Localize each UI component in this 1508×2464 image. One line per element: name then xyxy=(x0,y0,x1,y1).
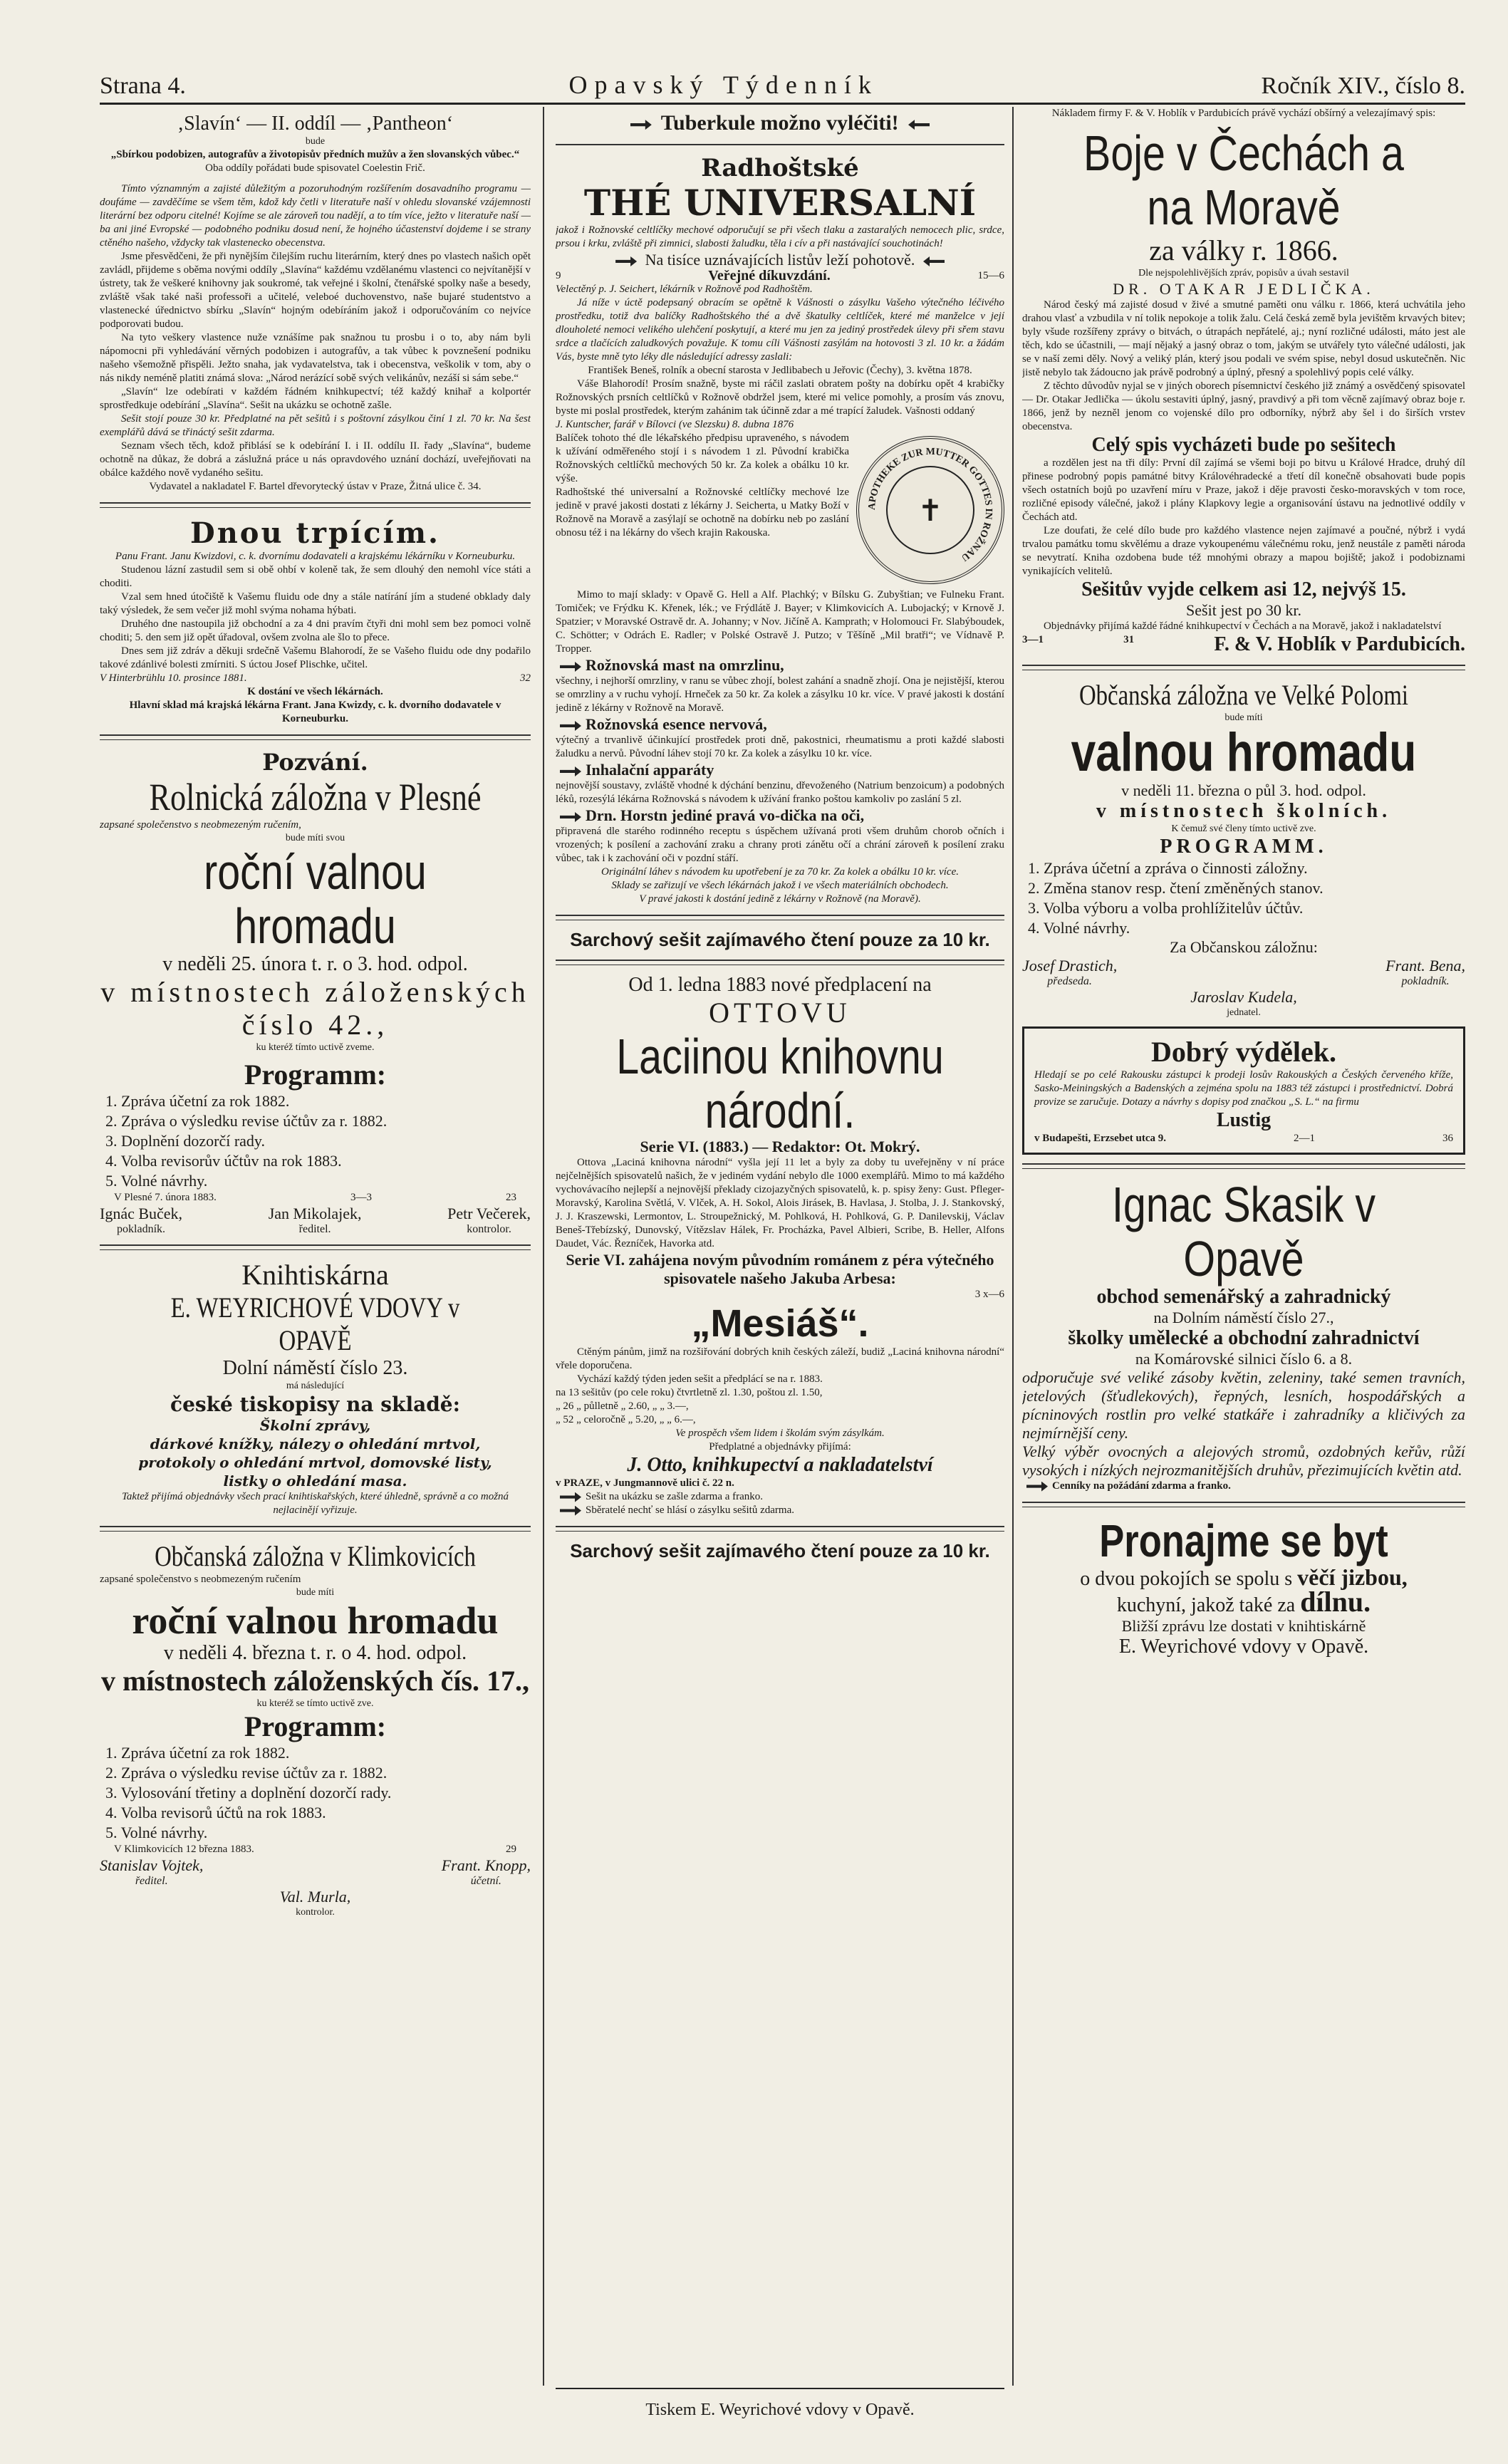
dnou-body-3: Druhého dne nastoupila již obchodní a za 4 dni pravím čtyři dni mohl sem bez pomoci volně choditi; 5. den sem již opět úřadoval, ovšem zvolna ale šlo to přece. xyxy=(100,618,531,643)
pronajme-sub-row xyxy=(1022,1566,1465,1591)
skasik-title-text: Ignac Skasik v Opavě xyxy=(1111,1177,1376,1286)
boje-num-1: 3—1 xyxy=(1022,634,1044,645)
plesna-placedate: V Plesné 7. února 1883. xyxy=(114,1192,217,1203)
list-item: Školní zprávy, xyxy=(259,1417,371,1434)
dnou-number: 32 xyxy=(520,672,531,684)
list-item: 5. Volné návrhy. xyxy=(105,1172,208,1190)
madonna-icon: ✝ xyxy=(886,466,974,554)
divider xyxy=(100,1244,531,1250)
signature xyxy=(100,1856,203,1888)
signature-role: ředitel. xyxy=(135,1875,168,1887)
pointing-hand-icon xyxy=(1026,1482,1048,1492)
skasik-body-2: Velký výběr ovocných a alejových stromů, ozdobných keřův, růží vysokých i nízkých nejrozmanitějších druhův, přezimujících květin atd. xyxy=(1022,1442,1465,1479)
list-item: 3. Volba výboru a volba prohlížitelův účtův. xyxy=(1028,899,1304,917)
pronajme-sub: o dvou pokojích se spolu s xyxy=(1080,1568,1293,1590)
dnou-foot-2: Hlavní sklad má krajská lékárna Frant. Jana Kwizdy, c. k. dvorního dodavatele v Korneuburku. xyxy=(129,700,501,724)
list-item: protokoly o ohledání mrtvol, domovské listy, xyxy=(138,1454,492,1471)
otto-series-2: Serie VI. zahájena novým původním románem z péra výtečného spisovatele našeho Jakuba Arbesa: xyxy=(566,1251,994,1287)
skasik-sub: obchod semenářský a zahradnický xyxy=(1096,1286,1391,1308)
signature-name: Jan Mikolajek, xyxy=(268,1205,362,1222)
pointing-hand-icon xyxy=(560,1506,581,1516)
horst-row xyxy=(556,806,1004,825)
the-body-2: Já níže v úctě podepsaný obracím se opětně k Vášnosti o zásylku Vašeho výtečného léčivého prostředku, totiž dva balíčky Radhoštského thé a dvě škatulky celtlíček, které mé manželce v její dlouholeté nemoci velikého ulehčení poskytují, a které mu jen za jediný prostředek úlevy při sřem stavu srdce a tlačících zaludkových považuje. K tomu cíli Vášnosti zasýlám na hotovosti 3 zl. 10 kr. a žádám Vás, byste mně tyto léky dle následující adressy zaslali: xyxy=(556,297,1004,363)
dobry-body: Hledají se po celé Rakousku zástupci k prodeji losův Rakouských a Českých červeného kříže, Sasko-Meiningských a Badenských a zejména spolu na 1883 též zástupci i prostřednictví. Dobrá provize se zaručuje. Dotazy a návrhy s dopisy pod značkou „S. L.“ na firmu xyxy=(1034,1069,1453,1108)
printshop-addr: Dolní náměstí číslo 23. xyxy=(222,1357,408,1379)
column-divider-1 xyxy=(543,107,544,2386)
boje-sub: za války r. 1866. xyxy=(1149,234,1338,266)
esence-body: výtečný a trvanlivě účinkující prostředek proti dně, pakostnici, rheumatismu a proti každé slabosti žaludku a nervů. Původní láhev stojí 70 kr. Za kolek a zásylku 10 kr. více. xyxy=(556,734,1004,759)
klimkovice-big: roční valnou hromadu xyxy=(132,1599,499,1642)
the-num-1: 9 xyxy=(556,270,561,281)
the-body-1: jakož i Rožnovské celtlíčky mechové odporučují se při všech tlaku a zastaralých nemocech plic, srdce, prsou i krku, zvláště při zimnici, slabosti žaludku, těla i cív a při nastávající souchotinách! xyxy=(556,224,1004,249)
otto-order: Předplatné a objednávky přijímá: xyxy=(709,1441,851,1452)
klimkovice-title xyxy=(100,1540,531,1573)
signature-role: účetní. xyxy=(470,1875,501,1887)
plesna-big xyxy=(100,845,531,953)
pointing-hand-icon xyxy=(560,721,581,731)
boje-firm: F. & V. Hoblík v Pardubicích. xyxy=(1214,633,1465,655)
dnou-body-2: Vzal sem hned útočiště k Vašemu fluidu ode dny a stále natírání jím a studené obklady daly taký výsledek, že sem večer již mohl svýma nohama hýbati. xyxy=(100,591,531,616)
list-item: 4. Volba revisorův účtův na rok 1883. xyxy=(105,1152,342,1170)
printshop-name-text: E. WEYRICHOVÉ VDOVY v OPAVĚ xyxy=(170,1291,460,1356)
slavin-price: Sešit stojí pouze 30 kr. Předplatné na pět sešitů i s poštovní zásylkou činí 1 zl. 70 kr. Na šest exemplářů dává se třináctý sešit zdarma. xyxy=(100,413,531,438)
the-note-row xyxy=(556,251,1004,269)
boje-num-2: 31 xyxy=(1123,634,1135,645)
signature-role: předseda. xyxy=(1047,975,1092,987)
printshop-note: Taktež přijímá objednávky všech prací knihtiskařských, které úhledně, správně a co možná nejlacinějí vyřizuje. xyxy=(121,1491,509,1516)
list-item: 1. Zpráva účetní za rok 1882. xyxy=(105,1744,290,1762)
slavin-title: ‚Slavín‘ — II. oddíl — ‚Pantheon‘ xyxy=(177,113,454,135)
list-item: 1. Zpráva účetní za rok 1882. xyxy=(105,1092,290,1110)
boje-price: Sešit jest po 30 kr. xyxy=(1186,601,1301,619)
page-header xyxy=(100,63,1465,100)
divider xyxy=(556,960,1004,965)
pronajme-title xyxy=(1022,1516,1465,1566)
plesna-program: Programm: xyxy=(244,1059,387,1091)
column-1 xyxy=(100,107,531,2386)
inhal-body: nejnovější soustavy, zvláště vhodné k dýchání benzinu, dřevoženého (Natrium benzoicum) a podobných léků, rozesýlá lékárna Rožnovská s návodem k užívání franko poštou kamkoliv po zaslání 5 zl. xyxy=(556,780,1004,805)
plesna-sub2: bude míti svou xyxy=(285,833,345,843)
plesna-place: v místnostech záloženských číslo 42., xyxy=(100,976,530,1041)
polom-place: v místnostech školních. xyxy=(1096,800,1392,822)
table-row: „ 52 „ celoročně „ 5.20, „ „ 6.—, xyxy=(556,1414,696,1425)
klimkovice-title-text: Občanská záložna v Klimkovicích xyxy=(155,1540,476,1572)
masti-title: Rožnovská mast na omrzlinu, xyxy=(586,656,784,674)
list-item: listky o ohledání masa. xyxy=(223,1472,407,1490)
otto-big xyxy=(556,1029,1004,1138)
pointing-hand-icon xyxy=(560,662,581,672)
otto-num: 3 x—6 xyxy=(974,1289,1004,1300)
plesna-num2: 23 xyxy=(505,1192,516,1203)
klimkovice-sig3: Val. Murla, xyxy=(279,1888,351,1906)
signature-role: pokladník. xyxy=(1401,975,1450,987)
slavin-publisher: Vydavatel a nakladatel F. Bartel dřevorytecký ústav v Praze, Žitná ulice č. 34. xyxy=(149,481,482,492)
boje-title xyxy=(1022,126,1465,234)
sarch-1: Sarchový sešit zajímavého čtení pouze za 10 kr. xyxy=(570,929,990,950)
printshop-list xyxy=(100,1416,531,1490)
divider xyxy=(1022,1502,1465,1507)
the-sub-row xyxy=(556,269,1004,283)
skasik-sub2: školky umělecké a obchodní zahradnictví xyxy=(1068,1327,1420,1349)
plesna-sub: zapsané společenstvo s neobmezeným ručením, xyxy=(100,819,301,831)
masti-row xyxy=(556,656,1004,675)
dobry-num: 2—1 xyxy=(1294,1133,1315,1144)
divider xyxy=(1022,1163,1465,1169)
seal-ring xyxy=(859,439,1002,581)
signature-name: Ignác Buček, xyxy=(100,1205,183,1222)
divider xyxy=(100,1526,531,1532)
signature xyxy=(442,1856,531,1888)
sarch-2: Sarchový sešit zajímavého čtení pouze za 10 kr. xyxy=(570,1540,990,1561)
skasik-addr: na Dolním náměstí číslo 27., xyxy=(1153,1309,1334,1326)
otto-publisher-2: v PRAZE, v Jungmannově ulici č. 22 n. xyxy=(556,1477,734,1489)
the-body-3: Váše Blahorodí! Prosím snažně, byste mi ráčil zaslati obratem pošty na dobírku opět 4 krabičky Rožnovských prsních celtlíčků v Rožnově obdržel jsem, které mi velice pomohly, a prosím vás znovu, byste mi poslal prostředek, kterým zahánim tak účinně zdar a mé trapící žaludek. Vašnosti oddaný xyxy=(556,378,1004,417)
otto-big-text: Laciinou knihovnu národní. xyxy=(616,1029,944,1138)
tuberculosis-heading xyxy=(556,111,1004,135)
printshop-name xyxy=(100,1291,531,1357)
divider xyxy=(556,915,1004,920)
pharmacy-seal xyxy=(856,436,1004,584)
slavin-body-4: „Slavín“ lze odebírati v každém řádném knihkupectví; též každý knihař a kolportér sprostředkuje odebírání „Slavína“. Sešit na ukázku se ochotně zašle. xyxy=(100,386,531,411)
pravost: V pravé jakosti k dostání jedině z lékárny v Rožnově (na Moravě). xyxy=(639,893,921,905)
dnou-body-4: Dnes sem již zdráv a děkuji srdečně Vašemu Blahorodí, že se Vašeho fluidu ode dny podařilo takové zdánlivé bolesti zmírniti. S úctou Josef Plischke, učitel. xyxy=(100,645,531,670)
the-side: Radhoštské thé universalní a Rožnovské celtlíčky mechové lze jedině v pravé jakosti dostati z lékárny J. Seicherta, u Matky Boží v Rožnově na Moravě a zasýlají se ochotně na dobírku neb po zaslání obnosu též i na lékárny do všech krajin Rakouska. xyxy=(556,487,849,539)
list-item: 2. Zpráva o výsledku revise účtův za r. 1882. xyxy=(105,1112,388,1130)
mesias-title: „Mesiáš“. xyxy=(691,1302,869,1345)
dobry-num-2: 36 xyxy=(1442,1133,1453,1144)
printshop-sub: má následující xyxy=(286,1381,345,1391)
pronajme-foot: Bližší zprávu lze dostati v knihtiskárně xyxy=(1121,1617,1366,1635)
printshop-title: Knihtiskárna xyxy=(241,1259,389,1291)
slavin-body-1: Tímto významným a zajisté důležitým a pozoruhodným rozšířením dosavadního programu — doufáme — zavděčíme se všem těm, kdož kdy četli v literatuře naší v ohledu slovanské vzájemnosti literární bez odporu citelné! Kojíme se ale zároveň tou nadějí, a to tím více, ježto v literatuře naší — ba ani jiné Evropské — podobného podniku dosud není, že hojného účastenství dojdeme i se strany ctěného našeho, vždycky tak vlastenecko obecenstva. xyxy=(100,183,531,249)
the-depots: Mimo to mají sklady: v Opavě G. Hell a Alf. Plachký; v Bílsku G. Zubyštian; ve Fulneku Frant. Tomiček; ve Frýdku K. Křenek, lék.; ve Frýdlátě J. Bayer; v Klimkovicích A. Lubojacký; v Krnově J. Spatzier; v Moravské Ostravě dr. A. Johanny; v Nov. Jičíně A. Kamprath; v Holomouci Fr. Slabýboudek, C. Schötter; v Odrách E. Radler; v Polské Ostravě J. Putzo; v Těšíně „Mil bratři“; ve Vídnavě P. Tropper. xyxy=(556,589,1004,655)
otto-sheet-row xyxy=(556,1490,1004,1504)
otto-fin: Ve prospěch všem lidem i školám svým zásylkám. xyxy=(675,1428,885,1439)
otto-body-3: Vychází každý týden jeden sešit a předplácí se na r. 1883. xyxy=(577,1373,823,1385)
table-row: „ 26 „ půlletně „ 2.60, „ „ 3.—, xyxy=(556,1400,689,1412)
polom-program-list xyxy=(1022,858,1465,938)
boje-spis: Celý spis vycházeti bude po sešitech xyxy=(1091,434,1396,456)
the-universal-heading: THÉ UNIVERSALNÍ xyxy=(583,182,977,224)
pronajme-sub3-row xyxy=(1022,1586,1465,1618)
polom-signatures xyxy=(1022,957,1465,988)
dnou-place: V Hinterbrühlu 10. prosince 1881. xyxy=(100,672,247,684)
polom-sig3-role: jednatel. xyxy=(1227,1007,1261,1018)
otto-lead: Od 1. ledna 1883 nové předplacení na xyxy=(628,974,932,996)
polom-sub: bude míti xyxy=(1224,712,1263,723)
klimkovice-place-row xyxy=(100,1843,531,1856)
radhost-heading: Radhoštské xyxy=(701,154,859,182)
slavin-body-5: Seznam všech těch, kdož přiblásí se k odebírání I. i II. oddílu II. řady „Slavína“, budeme ochotně na důkaz, že dobrá a záslužná práce u nás opravdového uznání dochází, uveřejňovati na obálce každého nově vydaného sešitu. xyxy=(100,440,531,479)
column-3 xyxy=(1022,107,1465,2386)
signature-role: pokladník. xyxy=(117,1223,166,1235)
skasik-title xyxy=(1022,1178,1465,1286)
list-item: 3. Doplnění dozorčí rady. xyxy=(105,1132,266,1150)
plesna-title xyxy=(100,776,531,818)
boje-order: Objednávky přijímá každé řádné knihkupectví v Čechách a na Moravě, jakož i nakladatelství xyxy=(1044,620,1442,632)
signature-role: kontrolor. xyxy=(467,1223,511,1235)
seal-text: APOTHEKE ZUR MUTTER GOTTES IN ROŽNAU xyxy=(866,446,994,563)
klimkovice-sub: zapsané společenstvo s neobmezeným ručením xyxy=(100,1574,301,1585)
klimkovice-place: v místnostech záloženských čís. 17., xyxy=(100,1665,530,1697)
signature xyxy=(100,1205,182,1236)
plesna-signatures xyxy=(100,1205,531,1236)
volume-issue: Ročník XIV., číslo 8. xyxy=(1261,73,1465,99)
plesna-place-row xyxy=(100,1191,531,1205)
plesna-big-text: roční valnou hromadu xyxy=(204,844,427,954)
tuberculosis-title: Tuberkule možno vyléčiti! xyxy=(660,111,899,135)
otto-sheet: Sešit na ukázku se zašle zdarma a franko. xyxy=(586,1491,764,1502)
slavin-sub2: „Sbírkou podobizen, autografův a životopisův předních mužův a žen slovanských vůbec.“ xyxy=(110,149,520,160)
list-item: 4. Volné návrhy. xyxy=(1028,919,1130,937)
signature xyxy=(269,1205,362,1236)
header-rule xyxy=(100,103,1465,105)
otto-body-2: Ctěným pánům, jimž na rozšiřování dobrých knih českých záleží, budiž „Laciná knihovna národní“ vřele doporučena. xyxy=(556,1346,1004,1371)
pronajme-title-text: Pronajme se byt xyxy=(1099,1515,1388,1566)
dnou-place-row xyxy=(100,672,531,685)
klimkovice-program-list xyxy=(100,1743,531,1843)
signature-name: Petr Večerek, xyxy=(447,1205,531,1222)
dobry-title: Dobrý výdělek. xyxy=(1151,1036,1336,1068)
the-signature: František Beneš, rolník a obecní starosta v Jedlibabech u Jeřovic (Čechy), 3. května 1878. xyxy=(588,365,972,376)
skasik-foot: Cenníky na požádání zdarma a franko. xyxy=(1052,1480,1231,1492)
printer-footer: Tiskem E. Weyrichové vdovy v Opavě. xyxy=(645,2401,915,2419)
newspaper-title: Opavský Týdenník xyxy=(568,71,878,99)
slavin-body-3: Na tyto veškery vlastence nuže vznášíme pak snažnou tu prosbu i o to, aby nám byli nápomocni při vyhledávání věrných podobizen i autografův, a tak vůbec k povznešení podniku našeho všemožně přispěli. Ježto snaha, jak vydavatelstva, tak i obecenstva, veškolik v tom, aby o nás nikdy neméně platiti známá slova: „Národ nerázící sobě svých velikánův, nezáší si sám sebe.“ xyxy=(100,332,531,384)
slavin-sub3: Oba oddíly pořádati bude spisovatel Coelestin Frič. xyxy=(205,162,425,174)
boje-title-text: Boje v Čechách a na Moravě xyxy=(1083,125,1404,235)
dnou-body-1: Studenou lázní zastudil sem si obě ohbí v koleně tak, že sem dlouhý den nemohl více státi a choditi. xyxy=(100,564,531,589)
horst-title: Drn. Horstn jediné pravá vo-dička na oči, xyxy=(586,806,865,824)
plesna-place2: ku kteréž tímto uctivě zveme. xyxy=(256,1042,375,1053)
klimkovice-sub2: bude míti xyxy=(296,1587,335,1598)
sklady: Sklady se zařizují ve všech lékárnách jakož i ve všech materiálních obchodech. xyxy=(611,880,949,891)
pointing-hand-icon xyxy=(560,812,581,822)
otto-sheet-row-2 xyxy=(556,1504,1004,1517)
column-divider-2 xyxy=(1012,107,1014,2386)
boje-sub2: Dle nejspolehlivějších zpráv, popisův a úvah sestavil xyxy=(1138,268,1349,279)
otto-body: Ottova „Laciná knihovna národní“ vyšla její 11 let a byly za doby tu uveřejněny v ní práce nejčelnějších spisovatelů našich, že v jediném vydání nebylo dle 1000 exemplářů. Mimo to má každého vychovávacího nejlepší a nejnovější překlady cizojazyčných spisovatelů, k. p. spisy ženy: Gust. Pfleger-Moravský, Karolina Světlá, V. Vlček, A. H. Sokol, Alois Jirásek, B. Havlasa, J. Stolba, J. J. Stankovský, J. J. Kraszewski, Lermontov, L. Stroupežnický, M. Pohlková, H. Pohlková, G. P. Danilevskij, Václav Beneš-Třebízský, Dunovský, Vítězslav Hálek, Fr. Procházka, Pavel Albieri, Scribe, B. Heller, Alfons Daudet, Vác. Řezníček, Havorka atd. xyxy=(556,1157,1004,1249)
polom-title xyxy=(1022,679,1465,712)
list-item: 5. Volné návrhy. xyxy=(105,1824,208,1841)
klimkovice-signatures xyxy=(100,1856,531,1888)
boje-body-2: Z těchto důvodův nyjal se v jiných oborech písemnictví českého již známý a osvědčený spisovatel — Dr. Otakar Jedlička — úkolu sestaviti úplný, jasný, pravdivý a při tom věcně zajímavý obraz boje r. 1866, jenž by nezněl jenom co vojenské dílo pro odborníky, nýbrž aby šel i do širších vrstev obecenstva. xyxy=(1022,380,1465,432)
list-item: 2. Zpráva o výsledku revise účtův za r. 1882. xyxy=(105,1764,388,1782)
signature-name: Josef Drastich, xyxy=(1022,957,1118,974)
pointing-hand-icon xyxy=(615,256,637,266)
hoblik-lead: Nákladem firmy F. & V. Hoblík v Pardubicích právě vychází obšírný a velezajímavý spis: xyxy=(1051,108,1436,119)
the-address: Velectěný p. J. Seichert, lékárník v Rožnově pod Radhoštěm. xyxy=(556,284,813,295)
dnou-foot-1: K dostání ve všech lékárnách. xyxy=(247,686,383,697)
signature xyxy=(1385,957,1465,988)
otto-publisher: J. Otto, knihkupectví a nakladatelství xyxy=(627,1454,933,1476)
masti-body: všechny, i nejhorší omrzliny, v ranu se vůbec zhojí, bolest zahání a snadně zhojí. Ona je nejistější, kterou se omrzliny a v ruchu vyhojí. Hrneček za 50 kr. Za kolek a zásylku 10 kr. více. V pravé jakosti k dostání jedině z lékárny v Rožnově na Moravě. xyxy=(556,675,1004,714)
pronajme-big: dílnu. xyxy=(1300,1586,1371,1618)
printshop-head: české tiskopisy na skladě: xyxy=(170,1393,460,1416)
polom-big xyxy=(1022,724,1465,781)
pronajme-sub3: kuchyní, jakož také za xyxy=(1116,1594,1296,1616)
signature xyxy=(447,1205,531,1236)
boje-author: DR. OTAKAR JEDLIČKA. xyxy=(1113,280,1375,298)
pointing-hand-icon xyxy=(630,120,652,130)
divider xyxy=(100,734,531,740)
page-number: Strana 4. xyxy=(100,73,186,99)
esence-row xyxy=(556,715,1004,734)
esence-title: Rožnovská esence nervová, xyxy=(586,715,767,733)
signature-name: Frant. Knopp, xyxy=(441,1856,531,1874)
otto-sheet-2: Sběratelé nechť se hlásí o zásylku sešitů zdarma. xyxy=(586,1504,794,1516)
inhal-row xyxy=(556,761,1004,779)
list-item: dárkové knížky, nálezy o ohledání mrtvol, xyxy=(150,1435,481,1452)
list-item: 2. Změna stanov resp. čtení změněných stanov. xyxy=(1028,879,1324,897)
slavin-sub1: bude xyxy=(305,136,326,147)
polom-big-text: valnou hromadu xyxy=(1071,722,1417,783)
klimkovice-place2: ku kteréž se tímto uctivě zve. xyxy=(256,1698,374,1709)
boje-firm-row xyxy=(1022,633,1465,656)
boje-body-1: Národ český má zajisté dosud v živé a smutné paměti onu válku r. 1866, která uchvátila jeho drahou vlasť a vzbudila v ní tolik nepokoje a tolik žalu. Celá česká země byla jevištěm krvavých bitev; byly všude rozšířeny zprávy o bitvách, o útrapách nepřátelé, aj.; nyní rozličné události, máto jest ale těch, kdo se účastnili, — mají nějaký a jasný obraz o tom, jakým se utvářely tyto válečné události, jak se v naší zemi děly. Nový a veliký plán, který jsou podali ve svém spise, nebyl dosud uskutečněn. Nic jistě nebylo tak žádoucno jak právě podrobný a úplný, přesný a spolehlivý popis celé války. xyxy=(1022,299,1465,378)
the-subtitle: Veřejné díkuvzdání. xyxy=(708,268,831,284)
otto-series: Serie VI. (1883.) — Redaktor: Ot. Mokrý. xyxy=(640,1138,920,1155)
polom-za: Za Občanskou záložnu: xyxy=(1170,938,1318,956)
the-note: Na tisíce uznávajících listův leží pohotově. xyxy=(645,251,915,269)
slavin-body-2: Jsme přesvědčeni, že při nynějším čilejším ruchu literárním, který dnes po vlastech našich opět zavládl, přijdeme s oběma novými oddíly „Slavína“ každému vzdělanému vlastenci co nejvítanější v ústrety, tak že veškeré knihovny jak soukromé, tak veřejné i školní, čtenářské spolky naše a besedy, zvláště však také naši professoři a učitelé, veleboé duchovenstvo, naše bujaré studentstvo a vlastenecké úřednictvo sbírku „Slavín“ hojným odebíráním jakož i odporučováním co nejvíce podporovati budou. xyxy=(100,251,531,330)
skasik-body: odporučuje své veliké zásoby květin, zeleniny, také semen travních, jetelových (šťudlekových), řepných, lesních, hospodářských a pícninových rostlin pro velké statkáře i zahradníky a kličivých za nejmírnější ceny. xyxy=(1022,1368,1465,1442)
column-2 xyxy=(556,107,1004,2386)
polom-title-text: Občanská záložna ve Velké Polomi xyxy=(1078,679,1409,711)
signature-name: Stanislav Vojtek, xyxy=(100,1856,204,1874)
list-item: 1. Zpráva účetní a zpráva o činnosti záložny. xyxy=(1028,859,1308,877)
boje-body-4: Lze doufati, že celé dílo bude pro každého vlastence nejen zajímavé a poučné, nýbrž i vydá trvalou památku tomu skvělému a draze vykoupenému válečnému roku, jenž neustále z paměti národa se nevytratí. Kniha ozdobena bude též mnohými obrazy a mapou bojiště; jakož i podobiznami vynikajících velitelů. xyxy=(1022,525,1465,577)
dobry-firm: Lustig xyxy=(1216,1109,1272,1131)
signature-role: ředitel. xyxy=(298,1223,331,1235)
otto-name: OTTOVU xyxy=(709,997,851,1029)
signature xyxy=(1022,957,1117,988)
polom-place2: K čemuž své členy tímto uctivě zve. xyxy=(1171,823,1316,834)
the-body-4: Balíček tohoto thé dle lékařského předpisu upraveného, s návodem k užívání odměřeného stojí i s návodem 1 zl. Původní krabička Rožnovských celtlíčků mechových 50 kr. Za kolek a obálku 10 kr. výše. xyxy=(556,432,849,484)
divider xyxy=(556,144,1004,145)
boje-body-3: a rozdělen jest na tři díly: První díl zajímá se všemi boji po bitvu u Králové Hradce, druhý díl přinese podrobný popis památné bitvy Královéhradecké a třetí díl konečně obsahovati bude popis všech ostatních bojů po uzavření míru v Praze, jakož i děje pravosti česko-moravských v tom roce, rozličné episody válečné, jakož i plány Klapkovy legie a organisování ústavu na jednotlivé oddíly v Čechách atd. xyxy=(1022,457,1465,523)
pointing-hand-icon xyxy=(908,120,930,130)
table-row: na 13 sešitův (po cele roku) čtvrtletně zl. 1.30, poštou zl. 1.50, xyxy=(556,1387,823,1398)
polom-sig3: Jaroslav Kudela, xyxy=(1190,988,1297,1006)
the-signature-2: J. Kuntscher, farář v Bílovci (ve Slezsku) 8. dubna 1876 xyxy=(556,419,794,430)
list-item: 4. Volba revisorů účtů na rok 1883. xyxy=(105,1804,326,1821)
klimkovice-program: Programm: xyxy=(244,1710,387,1742)
plesna-kicker: Pozvání. xyxy=(262,749,368,776)
horst-price: Originální láhev s návodem ku upotřebení je za 70 kr. Za kolek a obálku 10 kr. více. xyxy=(601,866,959,878)
divider xyxy=(1022,665,1465,670)
pronajme-foot-2: E. Weyrichové vdovy v Opavě. xyxy=(1118,1636,1369,1658)
pointing-hand-icon xyxy=(560,766,581,776)
svg-text:APOTHEKE ZUR MUTTER GOTTES IN xyxy=(867,447,994,563)
dnou-title: Dnou trpícím. xyxy=(190,516,440,550)
divider xyxy=(100,502,531,508)
klimkovice-date: v neděli 4. března t. r. o 4. hod. odpol. xyxy=(163,1642,467,1664)
plesna-title-text: Rolnická záložna v Plesné xyxy=(149,776,482,818)
pronajme-sub2: věčí jizbou, xyxy=(1297,1564,1408,1590)
klimkovice-num: 29 xyxy=(506,1844,516,1855)
boje-total: Sešitův vyjde celkem asi 12, nejvýš 15. xyxy=(1081,578,1406,601)
klimkovice-sig3-role: kontrolor. xyxy=(296,1907,335,1918)
klimkovice-placedate: V Klimkovicích 12 března 1883. xyxy=(114,1844,254,1855)
plesna-program-list xyxy=(100,1091,531,1191)
signature-name: Frant. Bena, xyxy=(1385,957,1465,974)
slavin-ad xyxy=(100,113,531,175)
the-num-2: 15—6 xyxy=(977,270,1004,281)
list-item: 3. Vylosování třetiny a doplnění dozorčí rady. xyxy=(105,1784,392,1802)
polom-date: v neděli 11. března o půl 3. hod. odpol. xyxy=(1121,781,1366,799)
dnou-address: Panu Frant. Janu Kwizdovi, c. k. dvornímu dodavateli a krajskému lékárníku v Korneuburku. xyxy=(115,551,516,562)
divider xyxy=(556,1526,1004,1532)
pointing-hand-icon xyxy=(923,256,945,266)
plesna-date: v neděli 25. února t. r. o 3. hod. odpol. xyxy=(162,953,468,975)
footer-rule xyxy=(556,2388,1004,2389)
seal-block xyxy=(556,432,1004,588)
otto-table xyxy=(556,1386,1004,1427)
polom-program: PROGRAMM. xyxy=(1160,836,1328,858)
dobry-addr: v Budapešti, Erzsebet utca 9. xyxy=(1034,1133,1166,1144)
pointing-hand-icon xyxy=(560,1492,581,1502)
horst-body: připravená dle starého rodinného receptu s úspěchem užívaná proti všem druhům chorob očních i vrozených; k posílení a zachování zraku a chrany proti zánětu očí a chrání zároveň k posílení zraku vůbec, tak i k zachování oči v pozdní stáří. xyxy=(556,826,1004,864)
inhal-title: Inhalační apparáty xyxy=(586,761,714,779)
dobry-vydelek-box xyxy=(1022,1026,1465,1155)
plesna-num: 3—3 xyxy=(350,1192,372,1203)
skasik-foot-row xyxy=(1022,1480,1465,1493)
skasik-addr2: na Komárovské silnici číslo 6. a 8. xyxy=(1135,1350,1353,1368)
dobry-addr-row xyxy=(1034,1132,1453,1145)
